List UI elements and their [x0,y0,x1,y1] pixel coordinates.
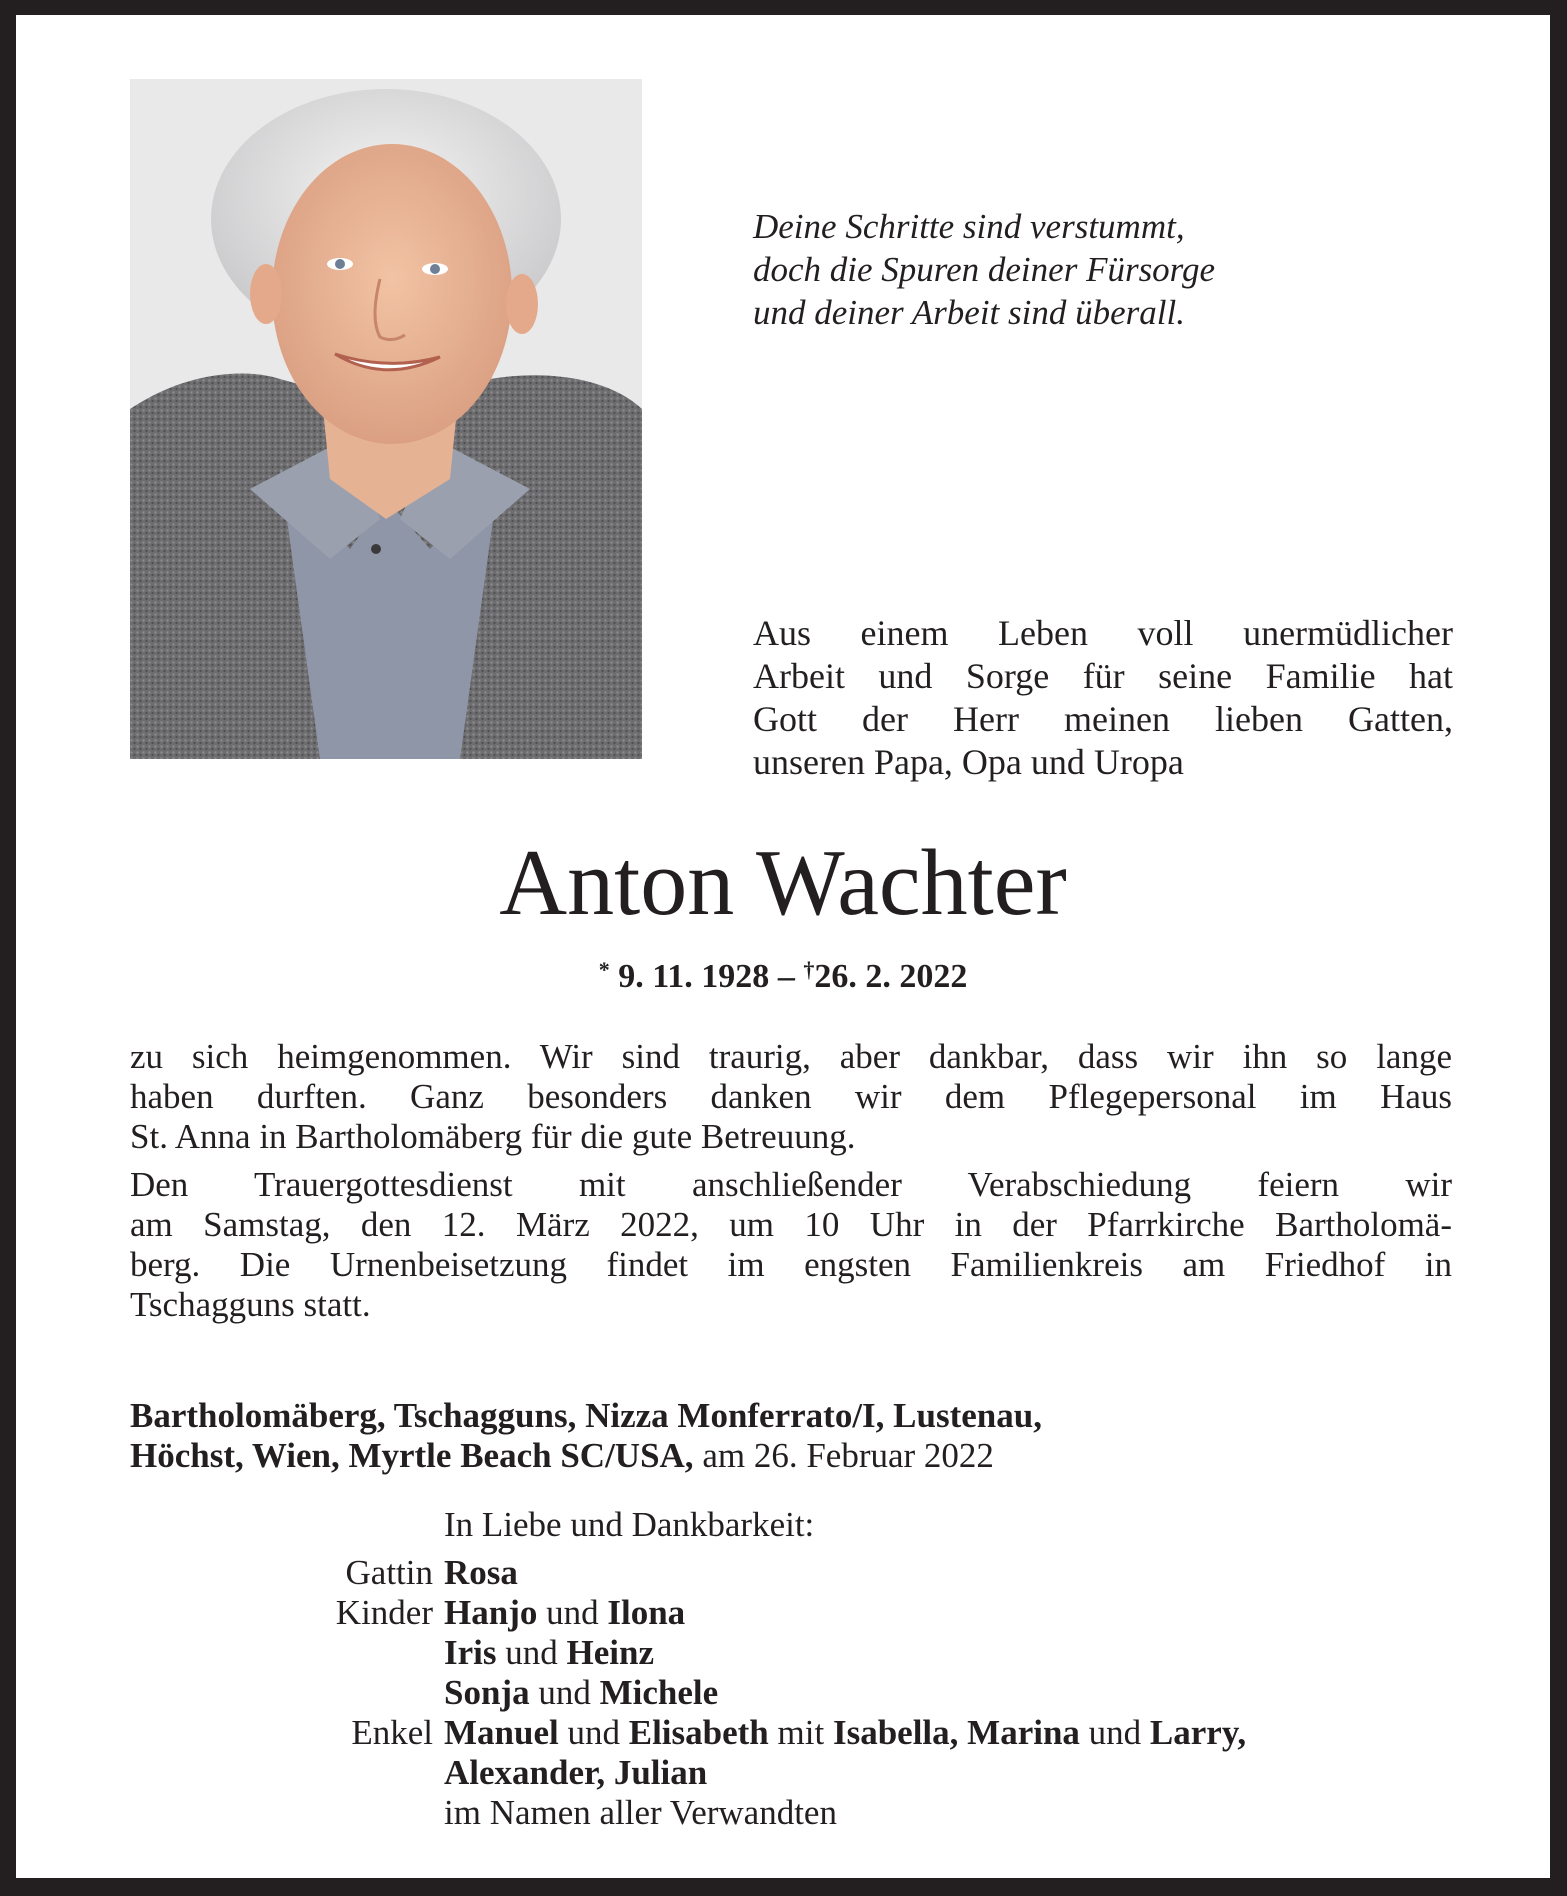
mourner-row [130,1753,1452,1793]
mourner-names [444,1713,1246,1753]
mourner-names [444,1553,518,1593]
connector-text: mit [768,1713,833,1752]
mourner-rows [130,1553,1452,1833]
intro-text [753,612,1453,784]
body-line: am Samstag, den 12. März 2022, um 10 Uhr in der Pfarrkirche Bartholomä- [130,1205,1452,1244]
mourner-name: Rosa [444,1553,518,1592]
relation-label [130,1793,444,1833]
relation-label: Kinder [335,1593,433,1632]
relation-label [130,1673,444,1713]
relation-label: Enkel [351,1713,433,1752]
body-line: Tschagguns statt. [130,1285,371,1324]
death-date: 26. 2. 2022 [814,958,968,995]
mourner-name: Ilona [607,1593,686,1632]
portrait-illustration [130,79,642,759]
death-cross-icon: † [803,957,815,982]
connector-text: und [1079,1713,1150,1752]
life-dates [16,950,1550,997]
portrait-photo [130,79,642,759]
connector-text: und [558,1713,629,1752]
quote-line: Deine Schritte sind verstummt, [753,207,1185,246]
mourner-names [444,1633,654,1673]
paragraph-thanks [130,1037,1452,1157]
mourner-names [444,1793,837,1833]
notice-date: am 26. Februar 2022 [693,1436,994,1475]
connector-text: und [496,1633,567,1672]
mourners-heading: In Liebe und Dankbarkeit: [444,1505,815,1544]
mourner-name: Elisabeth [628,1713,769,1752]
mourner-row [130,1793,1452,1833]
mourner-names [444,1673,718,1713]
mourner-row [130,1633,1452,1673]
places-and-date [130,1396,1452,1476]
mourner-row [130,1593,1452,1633]
places-bold: Höchst, Wien, Myrtle Beach SC/USA, [130,1436,694,1475]
body-line: St. Anna in Bartholomäberg für die gute Betreuung. [130,1117,856,1156]
connector-text: und [529,1673,600,1712]
places-line [130,1436,1452,1476]
birth-date: 9. 11. 1928 [618,958,770,995]
memorial-quote [753,205,1313,334]
relation-label: Gattin [345,1553,433,1592]
mourner-name: Isabella, Marina [832,1713,1080,1752]
connector-text: und [537,1593,608,1632]
mourner-name: Larry, [1149,1713,1247,1752]
mourner-names [444,1593,685,1633]
intro-line: Aus einem Leben voll unermüdlicher [753,613,1453,653]
body-line: haben durften. Ganz besonders danken wir dem Pflegepersonal im Haus [130,1077,1452,1116]
mourner-name: Manuel [444,1713,559,1752]
places-bold: Bartholomäberg, Tschagguns, Nizza Monferrato/I, Lustenau, [130,1396,1042,1435]
body-line: Den Trauergottesdienst mit anschließender Verabschiedung feiern wir [130,1165,1452,1204]
mourner-name: Alexander, Julian [444,1753,708,1792]
mourner-name: Hanjo [444,1593,538,1632]
intro-line: unseren Papa, Opa und Uropa [753,742,1184,782]
connector-text: im Namen aller Verwandten [444,1793,837,1832]
mourner-name: Michele [599,1673,719,1712]
birth-star-icon: * [598,957,610,982]
intro-line: Arbeit und Sorge für seine Familie hat [753,656,1453,696]
body-line: berg. Die Urnenbeisetzung findet im engsten Familienkreis am Friedhof in [130,1245,1452,1284]
quote-line: doch die Spuren deiner Fürsorge [753,250,1216,289]
mourners-heading-row [130,1505,1452,1545]
date-separator: – [777,958,795,995]
mourners-list [130,1505,1452,1833]
mourner-row [130,1713,1452,1753]
mourner-row [130,1553,1452,1593]
relation-label [130,1753,444,1793]
mourner-names [444,1753,707,1793]
body-line: zu sich heimgenommen. Wir sind traurig, aber dankbar, dass wir ihn so lange [130,1037,1452,1076]
body-text [130,1037,1452,1325]
intro-line: Gott der Herr meinen lieben Gatten, [753,699,1453,739]
places-line [130,1396,1452,1436]
mourner-row [130,1673,1452,1713]
obituary-sheet [16,15,1550,1878]
deceased-name: Anton Wachter [499,831,1067,935]
mourner-name: Sonja [444,1673,530,1712]
mourner-name: Iris [444,1633,497,1672]
relation-label [130,1633,444,1673]
quote-line: und deiner Arbeit sind überall. [753,293,1185,332]
mourner-name: Heinz [566,1633,654,1672]
paragraph-service [130,1165,1452,1325]
